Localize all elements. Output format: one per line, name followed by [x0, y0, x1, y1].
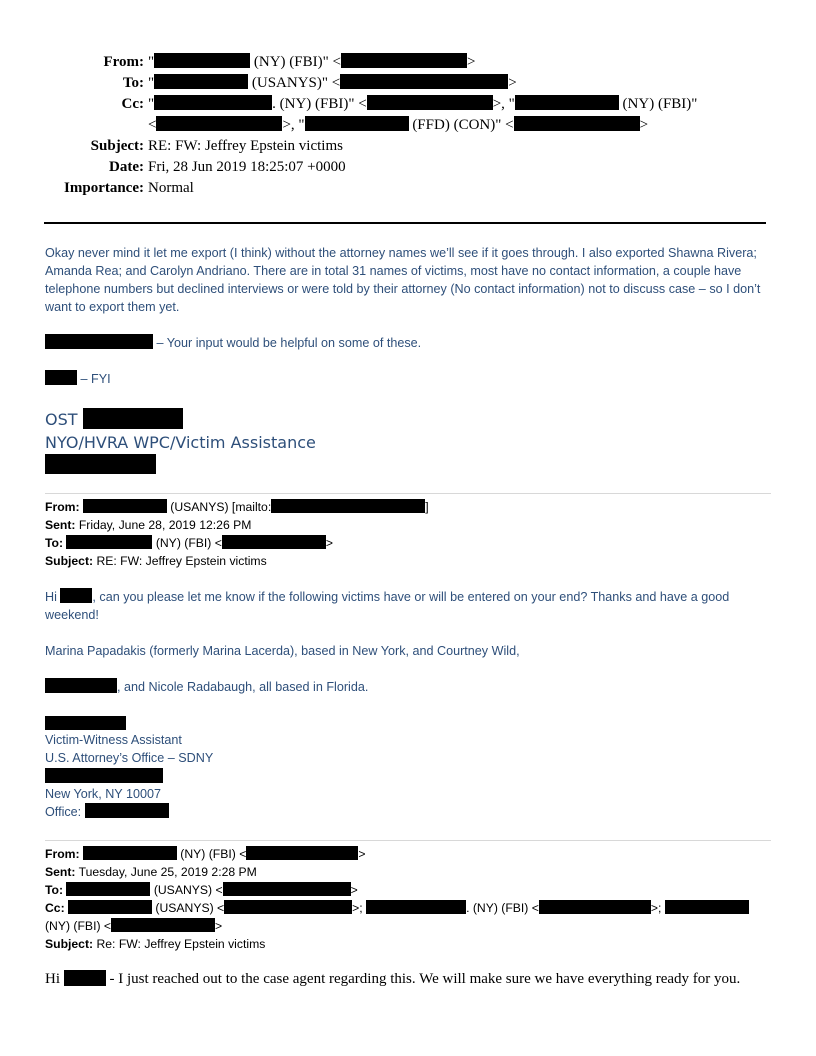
redaction: [83, 846, 177, 860]
redaction: [45, 678, 117, 693]
redaction: [154, 74, 248, 89]
header-cc-row: Cc: " . (NY) (FBI)" < >, " (NY) (FBI)" < >, " (FFD) (CON)" < >: [40, 94, 770, 136]
redaction: [66, 882, 150, 896]
redaction: [45, 334, 153, 349]
redaction: [514, 116, 640, 131]
email3-header: [45, 845, 771, 953]
email2-subject: Subject: RE: FW: Jeffrey Epstein victims: [45, 554, 267, 568]
redaction: [305, 116, 409, 131]
redaction: [515, 95, 619, 110]
cc-label: Cc:: [121, 96, 144, 112]
redaction: [366, 900, 466, 914]
email2-sig-city: New York, NY 10007: [45, 787, 161, 801]
redaction: [83, 408, 183, 429]
message-paragraph: Okay never mind it let me export (I think) without the attorney names we’ll see if it goes through. I also exported Shawna Rivera; Amanda Rea; and Carolyn Andriano. There are in total 31 names of victims, most have no contact information, a couple have telephone numbers but declined interviews or were told by their attorney (No contact information) not to discuss case – so I don’t want to export them yet.: [45, 246, 761, 314]
redaction: [222, 535, 326, 549]
email2-body: Hi , can you please let me know if the following victims have or will be entered on your end? Thanks and have a good weekend!: [45, 590, 730, 622]
redaction: [60, 588, 92, 603]
redaction: [154, 95, 272, 110]
email3-to: To: (USANYS) < >: [45, 883, 358, 897]
redaction: [224, 900, 352, 914]
redaction: [83, 499, 167, 513]
subject-value: RE: FW: Jeffrey Epstein victims: [148, 138, 343, 154]
signature-unit: NYO/HVRA WPC/Victim Assistance: [45, 433, 316, 452]
signature-name: OST: [45, 408, 183, 431]
redaction: [665, 900, 749, 914]
to-label: To:: [122, 75, 144, 91]
email2-sig-title: Victim-Witness Assistant: [45, 733, 182, 747]
importance-value: Normal: [148, 180, 194, 196]
redaction: [45, 768, 163, 783]
redaction: [66, 535, 152, 549]
email3-sent: Sent: Tuesday, June 25, 2019 2:28 PM: [45, 865, 257, 879]
redaction: [45, 716, 126, 730]
separator: [45, 493, 771, 494]
email2-florida-line: , and Nicole Radabaugh, all based in Florida.: [45, 678, 773, 696]
email3-cc: Cc: (USANYS) < >; . (NY) (FBI) < >; (NY) (FBI) < >: [45, 899, 771, 935]
date-label: Date:: [109, 159, 144, 175]
redaction: [341, 53, 467, 68]
email2-to: To: (NY) (FBI) < >: [45, 536, 333, 550]
email2-sig-phone: Office:: [45, 803, 773, 821]
header-importance-row: [40, 178, 770, 199]
email2-from: From: (USANYS) [mailto: ]: [45, 500, 429, 514]
email2-names-line: Marina Papadakis (formerly Marina Lacerda), based in New York, and Courtney Wild,: [45, 644, 520, 658]
email3-from: From: (NY) (FBI) < >: [45, 847, 366, 861]
redaction: [85, 803, 169, 818]
header-from-row: From: " (NY) (FBI)" < >: [40, 52, 770, 73]
redaction: [223, 882, 351, 896]
redaction: [45, 454, 156, 474]
importance-label: Importance:: [64, 180, 144, 196]
header-to-row: To: " (USANYS)" < >: [40, 73, 770, 94]
redaction: [156, 116, 282, 131]
header-subject-row: [40, 136, 770, 157]
redaction: [45, 370, 77, 385]
redaction: [111, 918, 215, 932]
email3-subject: Subject: Re: FW: Jeffrey Epstein victims: [45, 937, 266, 951]
redaction: [340, 74, 508, 89]
email-header: [40, 52, 770, 199]
date-value: Fri, 28 Jun 2019 18:25:07 +0000: [148, 159, 346, 175]
redaction: [271, 499, 425, 513]
redaction: [154, 53, 250, 68]
redaction: [68, 900, 152, 914]
email2-sig-office: U.S. Attorney’s Office – SDNY: [45, 751, 214, 765]
redaction: [246, 846, 358, 860]
header-divider: [44, 222, 766, 224]
fyi-line: – FYI: [45, 370, 773, 388]
from-label: From:: [103, 54, 144, 70]
email3-body: Hi - I just reached out to the case agent regarding this. We will make sure we have everything ready for you.: [45, 971, 741, 987]
email2-header: [45, 498, 771, 570]
redaction: [367, 95, 493, 110]
separator: [45, 840, 771, 841]
input-line: – Your input would be helpful on some of these.: [45, 334, 773, 352]
header-date-row: [40, 157, 770, 178]
subject-label: Subject:: [90, 138, 144, 154]
redaction: [539, 900, 651, 914]
redaction: [64, 970, 106, 986]
email2-sent: Sent: Friday, June 28, 2019 12:26 PM: [45, 518, 252, 532]
